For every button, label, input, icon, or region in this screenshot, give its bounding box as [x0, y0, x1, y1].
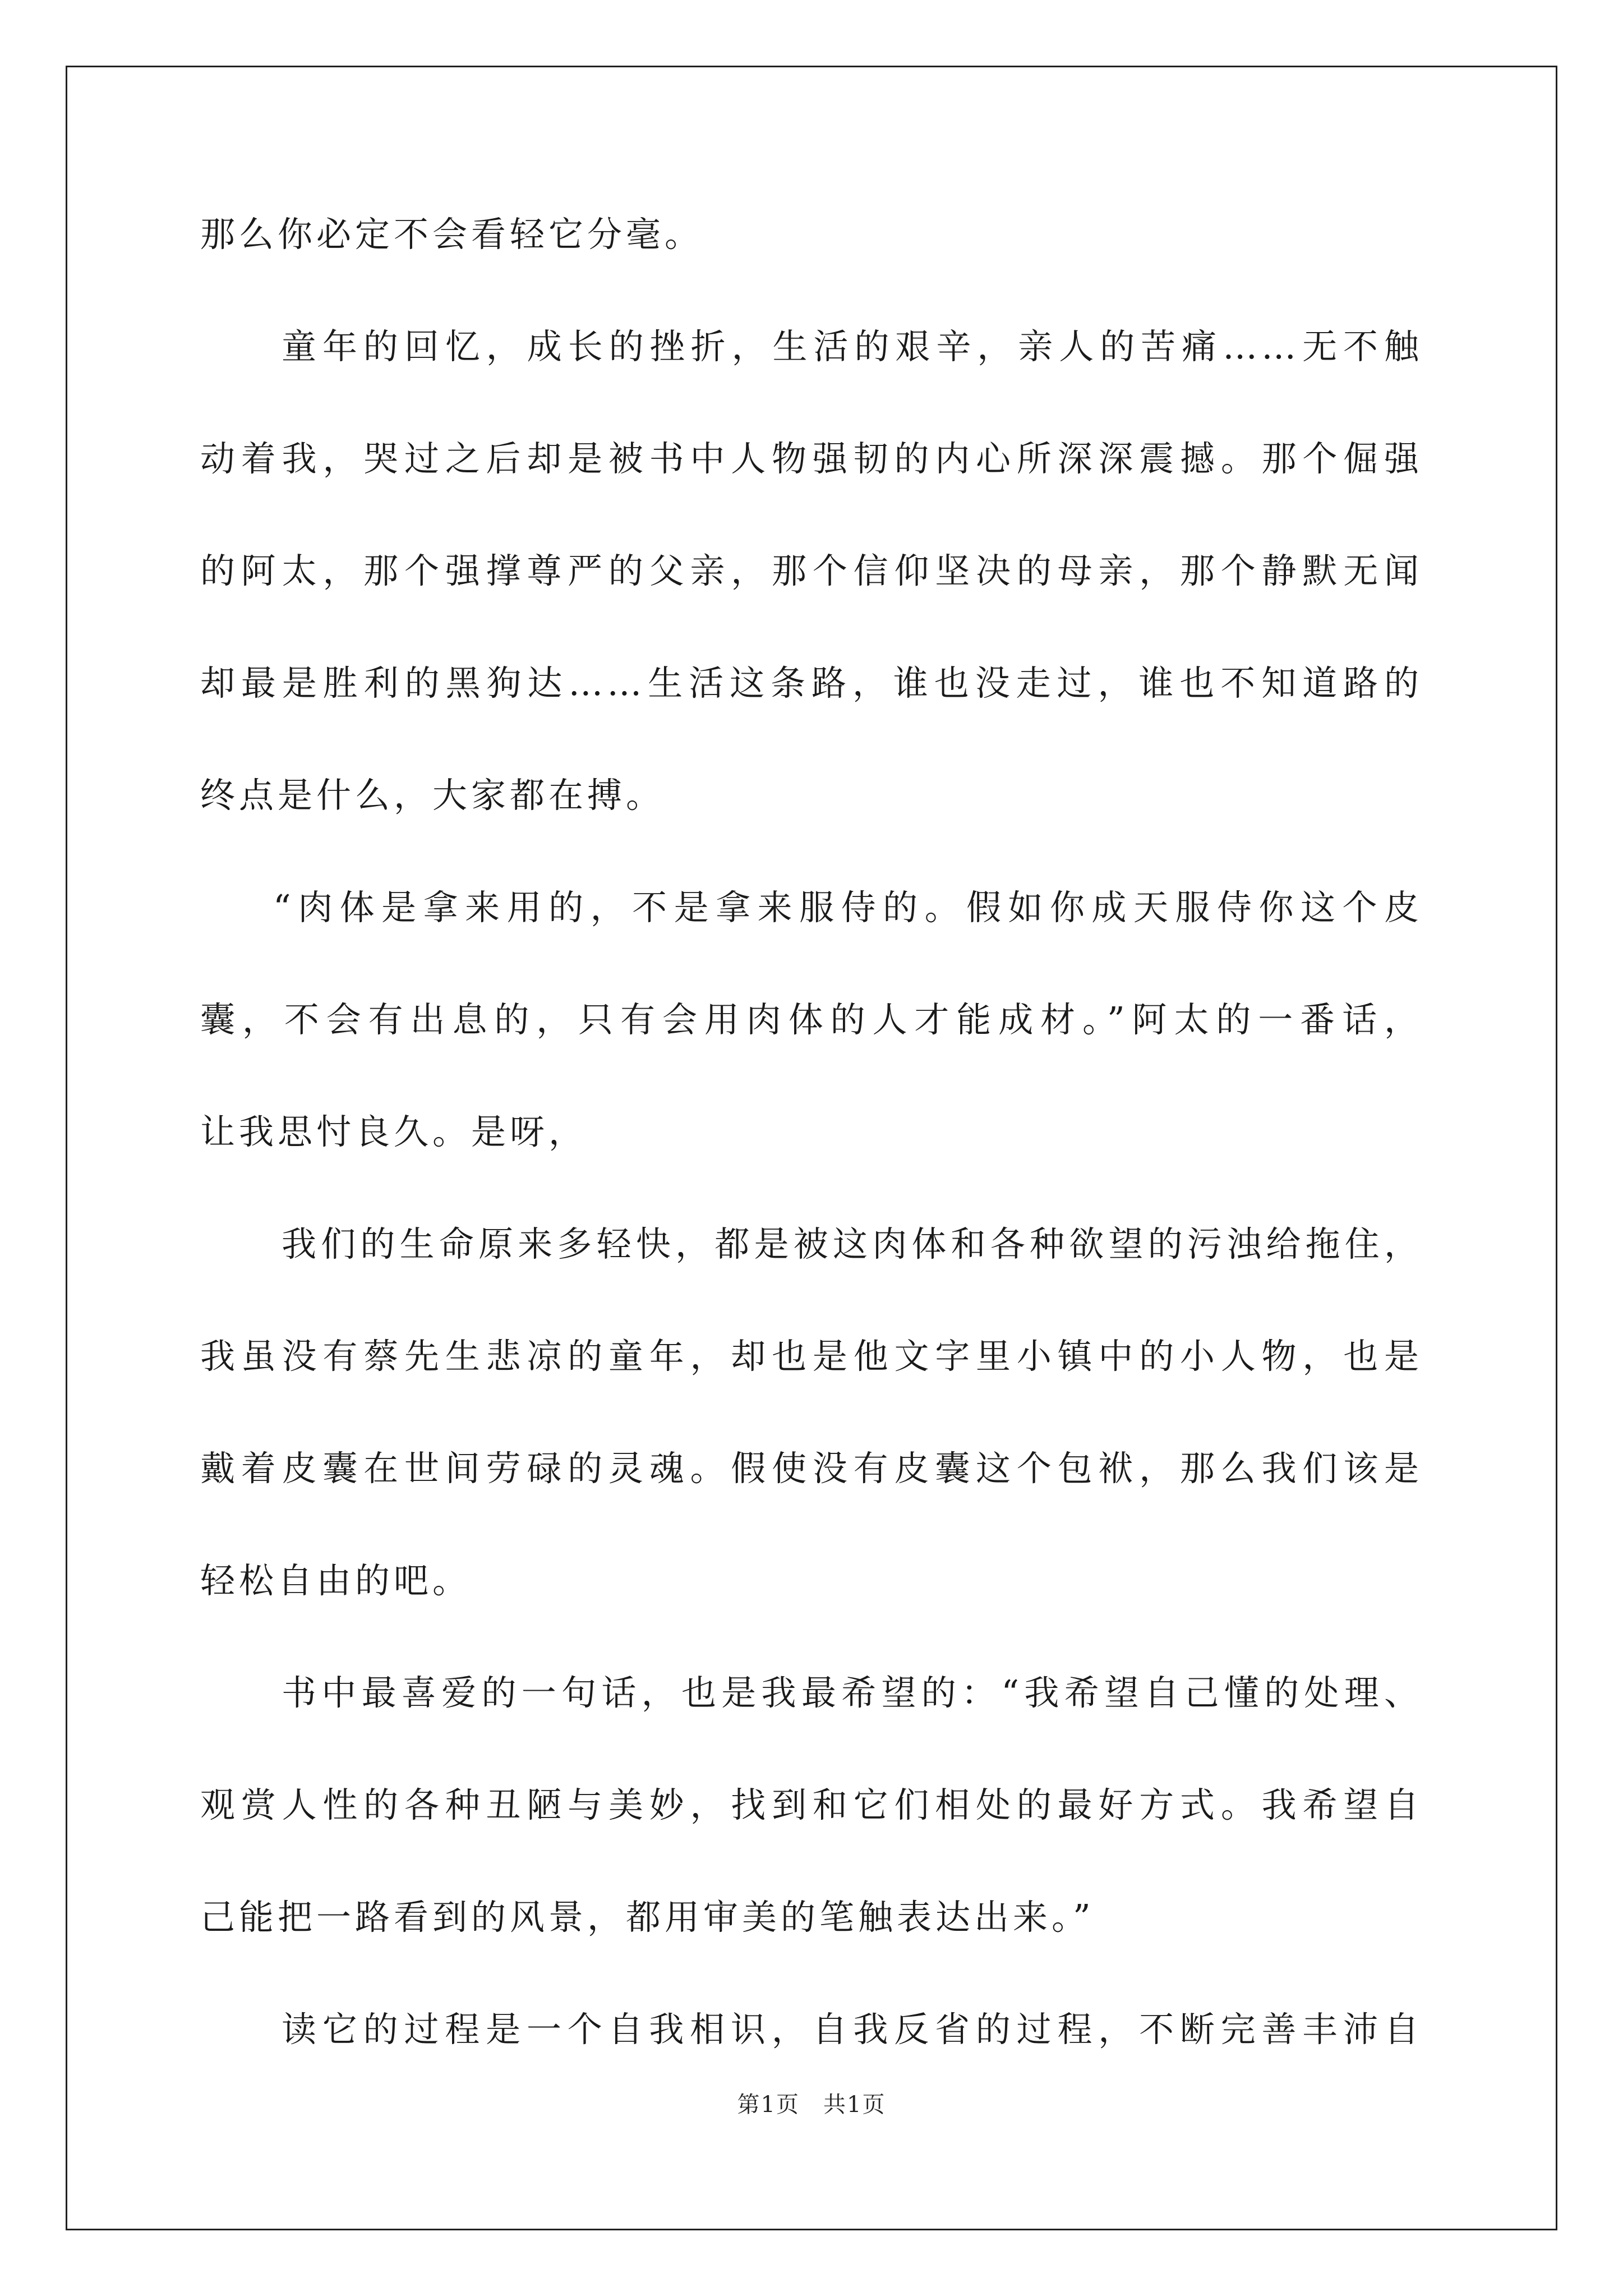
text-line: 的阿太，那个强撑尊严的父亲，那个信仰坚决的母亲，那个静默无闻: [200, 550, 1423, 591]
text-line: 我虽没有蔡先生悲凉的童年，却也是他文字里小镇中的小人物，也是: [200, 1336, 1423, 1377]
text-line: 让我思忖良久。是呀，: [200, 1111, 588, 1152]
text-line: 书中最喜爱的一句话，也是我最希望的：“我希望自己懂的处理、: [282, 1672, 1423, 1713]
text-line: 己能把一路看到的风景，都用审美的笔触表达出来。”: [200, 1897, 1095, 1938]
text-line: 那么你必定不会看轻它分毫。: [200, 214, 704, 255]
text-line: 终点是什么，大家都在搏。: [200, 775, 665, 816]
text-line: 观赏人性的各种丑陋与美妙，找到和它们相处的最好方式。我希望自: [200, 1784, 1423, 1825]
text-line: 动着我，哭过之后却是被书中人物强韧的内心所深深震撼。那个倔强: [200, 438, 1423, 479]
text-line: 童年的回忆，成长的挫折，生活的艰辛，亲人的苦痛……无不触: [282, 326, 1423, 367]
text-line: 却最是胜利的黑狗达……生活这条路，谁也没走过，谁也不知道路的: [200, 662, 1423, 703]
text-line: “肉体是拿来用的，不是拿来服侍的。假如你成天服侍你这个皮: [273, 887, 1423, 928]
text-line: 读它的过程是一个自我相识，自我反省的过程，不断完善丰沛自: [282, 2009, 1423, 2050]
page-number-footer: 第1页 共1页: [737, 2092, 886, 2118]
text-line: 轻松自由的吧。: [200, 1560, 472, 1601]
text-line: 囊，不会有出息的，只有会用肉体的人才能成材。”阿太的一番话，: [200, 999, 1423, 1040]
text-line: 戴着皮囊在世间劳碌的灵魂。假使没有皮囊这个包袱，那么我们该是: [200, 1448, 1423, 1489]
text-line: 我们的生命原来多轻快，都是被这肉体和各种欲望的污浊给拖住，: [282, 1223, 1423, 1264]
